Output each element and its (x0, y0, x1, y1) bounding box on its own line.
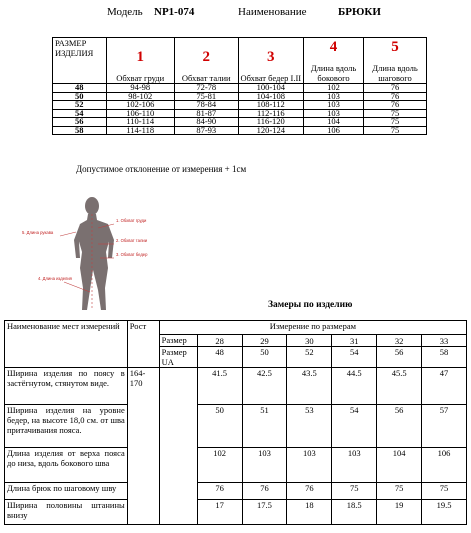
measurement-value: 76 (242, 483, 287, 500)
value-cell: 103 (304, 109, 364, 118)
value-cell: 108-112 (238, 101, 304, 110)
measurement-value: 50 (197, 405, 242, 448)
measurements-table (4, 320, 467, 525)
col-label: Обхват груди (116, 73, 165, 83)
measurement-name: Ширина изделия по поясу в застёгнутом, стянутом виде. (5, 368, 128, 405)
fig-label-hips: 3. Обхват бедер (116, 252, 148, 257)
value-cell: 116-120 (238, 118, 304, 127)
size-header-cell: 33 (422, 335, 467, 347)
measurement-value: 104 (377, 448, 422, 483)
size-header-cell: 32 (377, 335, 422, 347)
name-value (338, 6, 381, 18)
value-cell: 76 (364, 92, 427, 101)
value-cell: 120-124 (238, 126, 304, 135)
value-cell: 102 (304, 84, 364, 93)
col-waist (174, 38, 238, 84)
size-cell: 54 (53, 109, 107, 118)
model-value (154, 6, 194, 18)
measurement-value: 103 (332, 448, 377, 483)
value-cell: 112-116 (238, 109, 304, 118)
value-cell: 87-93 (174, 126, 238, 135)
size-cell: 58 (53, 126, 107, 135)
size-cell: 48 (53, 84, 107, 93)
measurement-row (5, 405, 467, 448)
value-cell: 114-118 (106, 126, 174, 135)
value-cell: 98-102 (106, 92, 174, 101)
size-row (53, 118, 427, 127)
size-ua-header-cell: 48 (197, 347, 242, 368)
measurement-value: 75 (377, 483, 422, 500)
col-number: 4 (329, 39, 338, 55)
col-name-header: Наименование мест измерений (5, 321, 128, 368)
value-cell: 110-114 (106, 118, 174, 127)
size-ua-header-cell: 58 (422, 347, 467, 368)
measurement-row (5, 448, 467, 483)
measurement-value: 17.5 (242, 500, 287, 525)
measurement-value: 18.5 (332, 500, 377, 525)
measurement-value: 42.5 (242, 368, 287, 405)
size-table (52, 37, 427, 135)
measurement-name: Длина брюк по шаговому шву (5, 483, 128, 500)
col-side-length (304, 38, 364, 84)
col-number: 1 (136, 49, 144, 65)
col-hips (238, 38, 304, 84)
tolerance-note: Допустимое отклонение от измерения + 1см (76, 164, 247, 174)
measurement-value: 47 (422, 368, 467, 405)
measurement-name: Ширина половины штанины внизу (5, 500, 128, 525)
value-cell: 106-110 (106, 109, 174, 118)
col-number: 5 (391, 39, 399, 55)
measurement-value: 43.5 (287, 368, 332, 405)
value-cell: 78-84 (174, 101, 238, 110)
measurement-row (5, 368, 467, 405)
value-cell: 75 (364, 126, 427, 135)
size-ua-header-cell: 56 (377, 347, 422, 368)
value-cell: 81-87 (174, 109, 238, 118)
value-cell: 75 (364, 118, 427, 127)
measurement-value: 75 (332, 483, 377, 500)
col-number: 2 (202, 49, 210, 65)
fig-label-sleeve: 5. Длина рукава (22, 230, 54, 235)
measurement-value: 54 (332, 405, 377, 448)
size-header-cell: 29 (242, 335, 287, 347)
value-cell: 84-90 (174, 118, 238, 127)
model-label: Модель (107, 6, 143, 18)
size-header-cell: 30 (287, 335, 332, 347)
measurement-value: 44.5 (332, 368, 377, 405)
measurement-value: 19.5 (422, 500, 467, 525)
value-cell: 100-104 (238, 84, 304, 93)
size-ua-header-cell: 54 (332, 347, 377, 368)
measurement-value: 57 (422, 405, 467, 448)
name-label: Наименование (238, 6, 307, 18)
table2-title: Замеры по изделию (268, 300, 353, 310)
size-ua-label: Размер UA (159, 347, 197, 368)
measurement-value: 17 (197, 500, 242, 525)
measurement-value: 56 (377, 405, 422, 448)
col-measure-header: Измерение по размерам (159, 321, 466, 335)
fig-label-length: 4. Длина изделия (38, 276, 72, 281)
value-cell: 104-108 (238, 92, 304, 101)
value-cell: 76 (364, 101, 427, 110)
size-cell: 52 (53, 101, 107, 110)
name-value-text: БРЮКИ (338, 6, 381, 18)
measurement-row (5, 500, 467, 525)
size-header-cell: 28 (197, 335, 242, 347)
col-chest (106, 38, 174, 84)
empty-cell (159, 368, 197, 525)
col-inseam-length (364, 38, 427, 84)
measurement-value: 103 (287, 448, 332, 483)
value-cell: 103 (304, 92, 364, 101)
col-label: Обхват бедер I.II (240, 73, 302, 83)
size-label: Размер (159, 335, 197, 347)
height-value: 164-170 (127, 368, 159, 525)
size-row (53, 84, 427, 93)
measurement-value: 41.5 (197, 368, 242, 405)
measurement-value: 75 (422, 483, 467, 500)
value-cell: 94-98 (106, 84, 174, 93)
size-ua-header-cell: 50 (242, 347, 287, 368)
measurement-value: 103 (242, 448, 287, 483)
measurement-name: Ширина изделия на уровне бедер, на высоте 18,0 см. от шва притачивания пояса. (5, 405, 128, 448)
value-cell: 104 (304, 118, 364, 127)
size-header-cell: 31 (332, 335, 377, 347)
measurement-row (5, 483, 467, 500)
silhouette (74, 197, 114, 310)
mannequin-figure (2, 192, 180, 322)
size-row (53, 92, 427, 101)
size-ua-header-cell: 52 (287, 347, 332, 368)
value-cell: 72-78 (174, 84, 238, 93)
measurement-value: 19 (377, 500, 422, 525)
value-cell: 75-81 (174, 92, 238, 101)
col-height-header: Рост (127, 321, 159, 368)
size-row (53, 101, 427, 110)
value-cell: 106 (304, 126, 364, 135)
col-number: 3 (267, 49, 275, 65)
col-label: Длина вдоль шагового (372, 63, 418, 83)
measurement-value: 76 (197, 483, 242, 500)
value-cell: 76 (364, 84, 427, 93)
measurement-value: 106 (422, 448, 467, 483)
measurement-value: 18 (287, 500, 332, 525)
measurement-value: 51 (242, 405, 287, 448)
fig-label-waist: 2. Обхват талии (116, 238, 148, 243)
size-header: РАЗМЕР ИЗДЕЛИЯ (53, 38, 107, 84)
size-cell: 56 (53, 118, 107, 127)
size-row (53, 109, 427, 118)
measurement-value: 76 (287, 483, 332, 500)
size-row (53, 126, 427, 135)
value-cell: 102-106 (106, 101, 174, 110)
measurement-value: 102 (197, 448, 242, 483)
col-label: Длина вдоль бокового (310, 63, 357, 83)
measurement-value: 53 (287, 405, 332, 448)
col-label: Обхват талии (181, 73, 231, 83)
measurement-name: Длина изделия от верха пояса до низа, вдоль бокового шва (5, 448, 128, 483)
value-cell: 103 (304, 101, 364, 110)
model-value-text: NP1-074 (154, 6, 195, 18)
value-cell: 75 (364, 109, 427, 118)
measurement-value: 45.5 (377, 368, 422, 405)
size-cell: 50 (53, 92, 107, 101)
fig-label-chest: 1. Обхват груди (116, 218, 147, 223)
